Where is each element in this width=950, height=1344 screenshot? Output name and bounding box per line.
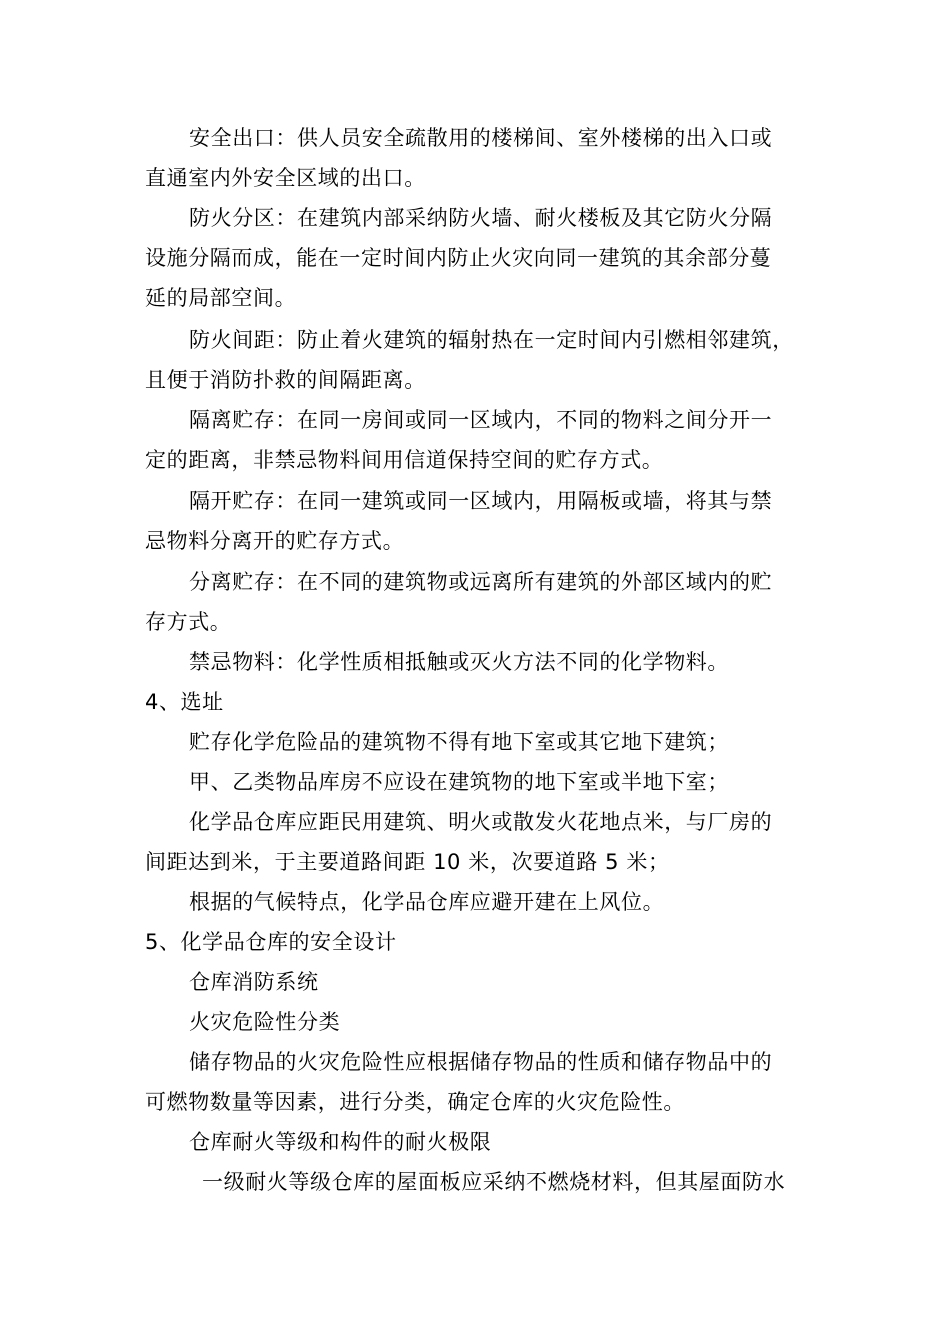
paragraph-line: 贮存化学危险品的建筑物不得有地下室或其它地下建筑； (189, 730, 729, 754)
paragraph-line: 防火分区：在建筑内部采纳防火墙、耐火楼板及其它防火分隔 (189, 206, 773, 230)
paragraph-line: 隔开贮存：在同一建筑或同一区域内，用隔板或墙，将其与禁 (189, 489, 773, 513)
paragraph-line: 化学品仓库应距民用建筑、明火或散发火花地点米，与厂房的 (189, 810, 773, 834)
paragraph-line: 间距达到米，于主要道路间距 10 米，次要道路 5 米； (145, 850, 670, 874)
paragraph-line: 存方式。 (145, 610, 232, 634)
subheading: 仓库消防系统 (189, 970, 319, 994)
subheading: 火灾危险性分类 (189, 1010, 341, 1034)
paragraph-line: 分离贮存：在不同的建筑物或远离所有建筑的外部区域内的贮 (189, 570, 773, 594)
paragraph-line: 根据的气候特点，化学品仓库应避开建在上风位。 (189, 890, 665, 914)
paragraph-line: 甲、乙类物品库房不应设在建筑物的地下室或半地下室； (189, 770, 729, 794)
paragraph-line: 隔离贮存：在同一房间或同一区域内，不同的物料之间分开一 (189, 408, 773, 432)
section-heading: 4、选址 (145, 690, 224, 714)
paragraph-line: 防火间距：防止着火建筑的辐射热在一定时间内引燃相邻建筑， (189, 328, 794, 352)
paragraph-line: 设施分隔而成，能在一定时间内防止火灾向同一建筑的其余部分蔓 (145, 246, 772, 270)
paragraph-line: 安全出口：供人员安全疏散用的楼梯间、室外楼梯的出入口或 (189, 126, 773, 150)
paragraph-line: 延的局部空间。 (145, 286, 297, 310)
paragraph-line: 且便于消防扑救的间隔距离。 (145, 368, 426, 392)
paragraph-line: 可燃物数量等因素，进行分类，确定仓库的火灾危险性。 (145, 1090, 685, 1114)
paragraph-line: 定的距离，非禁忌物料间用信道保持空间的贮存方式。 (145, 448, 664, 472)
paragraph-line: 一级耐火等级仓库的屋面板应采纳不燃烧材料，但其屋面防水 (202, 1170, 786, 1194)
paragraph-line: 禁忌物料：化学性质相抵触或灭火方法不同的化学物料。 (189, 650, 729, 674)
paragraph-line: 储存物品的火灾危险性应根据储存物品的性质和储存物品中的 (189, 1050, 773, 1074)
section-heading: 5、化学品仓库的安全设计 (145, 930, 397, 954)
paragraph-line: 忌物料分离开的贮存方式。 (145, 529, 405, 553)
subheading: 仓库耐火等级和构件的耐火极限 (189, 1130, 492, 1154)
paragraph-line: 直通室内外安全区域的出口。 (145, 166, 426, 190)
